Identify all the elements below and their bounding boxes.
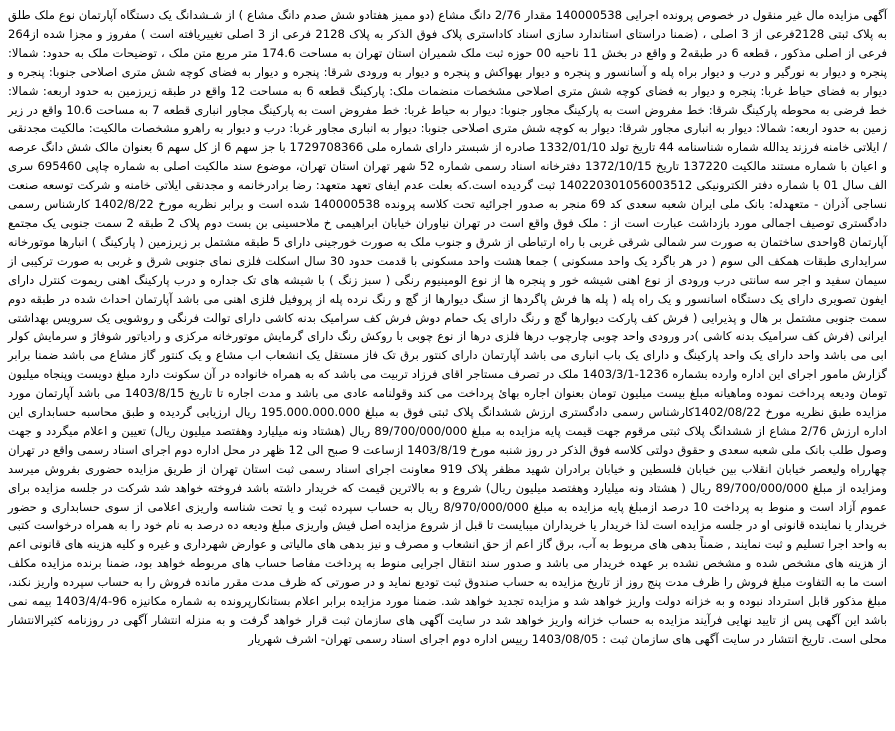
auction-notice-text: آگهی مزایده مال غیر منقول در خصوص پرونده اجرایی 140000538 مقدار 2/76 دانگ مشاع (دو ممیز هفتادو شش صدم دانگ مشاع ) از شـشدانگ یک دستگاه آپارتمان نوع ملک طلق به پلاک ثبتی 2128فرعی از 3 اصلی ، (ضمنا دراستای استاندارد سازی اسناد کاداستری پلاک فوق الذکر به پلاک 2128 فرعی از 3 اصلی تغییریافته است ) مفروز و مجزا شده از264 فرعی از اصلی مذکور ، قطعه 6 در طبقه2 و واقع در بخش 11 ناحیه 00 حوزه ثبت ملک شمیران استان تهران به مساحت 174.6 متر مربع متن ملک ، توضیحات ملک به حدود: شمالا: پنجره و دیوار به نورگیر و درب و دیوار براه پله و آسانسور و پنجره و دیوار بهواکش و پنجره و دیوار به ورودی شرقا: پنجره و دیوار به فضای کوچه شش متری اصلاحی جنوبا: پنجره و دیوار به فضای حیاط غربا: پنجره و دیوار به فضای کوچه شش متری اصلاحی مشخصات منضمات ملک: پارکینگ قطعه 6 به مساحت 12 واقع در طبقه زیرزمین به حدود اربعه: شمالا: خط فرضی به محوطه پارکینگ شرقا: خط مفروض است به پارکینگ مجاور جنوبا: دیوار به حیاط غربا: خط مفروض است به پارکینگ مجاور انباری قطعه 7 به مساحت 10.6 واقع در زیر زمین به حدود اربعه: شمالا: دیوار به انباری مجاور شرقا: دیوار به کوچه شش متری اصلاحی جنوبا: دیوار به انباری مجاور غربا: درب و دیوار به راهرو مشخصات مالکیت: مالکیت مجدنقی / ایلاتی خامنه فرزند یدالله شماره شناسنامه 44 تاریخ تولد 1332/01/10 صادره از شبستر دارای شماره ملی 1729708366 با جز سهم 6 از کل سهم 6 بعنوان مالک شش دانگ عرصه و اعیان با شماره مستند مالکیت 137220 تاریخ 1372/10/15 دفترخانه اسناد رسمی شماره 52 شهر تهران استان تهران، موضوع سند مالکیت اصلی به شماره چاپی 695460 سری الف سال 01 با شماره دفتر الکترونیکی 140220301056003512 ثبت گردیده است.که بعلت عدم ایفای تعهد متعهد: رضا برادرخانمه و مجدنقی ایلاتی خامنه و شرکت توسعه صنعت نساجی آذران - متعهدله: بانک ملی ایران شعبه سعدی کد 69 منجر به صدور اجرائیه تحت کلاسه پرونده 140000538 شده است و برابر نظریه مورخ 1402/8/22 کارشناس رسمی دادگستری توصیف اجمالی مورد بازداشت عبارت است از : ملک فوق واقع است در تهران نیاوران خیابان ابراهیمی خ ملاحسینی بن بست دوم پلاک 2 طبقه 2 سمت جنوبی یک مجتمع آپارتمان 8واحدی ساختمان به صورت سر شمالی شرقی غربی با راه ارتباطی از شرق و جنوب ملک به صورت خورجینی دارای 5 طبقه مشتمل بر زیرزمین ( پارکینگ ) انبارها موتورخانه سرایداری طبقات همکف الی سوم ( در هر باگرد یک واحد مسکونی ) جمعا هشت واحد مسکونی با قدمت حدود 30 سال اسکلت فلزی نمای جنوبی شرق و غربی به صورت ترکیبی از سیمان سفید و اجر سه سانتی درب ورودی از نوع اهنی شیشه خور و پنجره ها از نوع الومینیوم رنگی ( سبز زنگ ) با شیشه های تک جداره و درب پارکینگ اهنی ریموت کنترل دارای ایفون تصویری دارای یک دستگاه اسانسور و یک راه پله ( پله ها فرش پاگردها از سنگ دیوارها از گچ و رنگ نرده پله از پروفیل فلزی اهنی می باشد آپارتمان احداث شده در طبقه دوم سمت جنوبی مشتمل بر هال و پذیرایی ( فرش کف پارکت دیوارها گچ و رنگ دارای یک حمام دوش فرش کف سرامیک بدنه کاشی دارای توالت فرنگی و روشویی یک سرویس بهداشتی ایرانی (فرش کف سرامیک بدنه کاشی )در ورودی واحد چوبی چارچوب درها فلزی درها از نوع چوبی با روکش رنگ دارای گرمایش موتورخانه مرکزی و رادیاتور شوفاژ و سرمایش کولر ابی می باشد واحد دارای یک واحد پارکینگ و دارای یک باب انباری می باشد آپارتمان دارای کنتور برق تک فاز مستقل یک انشعاب اب مشاع و یک کنتور گاز مشاع می باشد ضمنا برابر گزارش مامور اجرای این اداره وارده بشماره 1236-1403/3/1 ملک در تصرف مستاجر اقای فرزاد تربیت می باشد که به همراه خانواده در آن سکونت دارد مبلغ دویست وپنجاه میلیون تومان ودیعه پرداخت نموده وماهیانه مبلغ بیست میلیون تومان بعنوان اجاره بهائ پرداخت می کند وقولنامه عادی می باشد و مدت اجاره تا تاریخ 1403/8/15 می باشد آپارتمان مورد مزایده طبق نظریه مورخ 1402/08/22کارشناس رسمی دادگستری ارزش ششدانگ پلاک ثبتی فوق به مبلغ 195.000.000.000 ریال ارزیابی گردیده و طبق محاسبه حسابداری این اداره ارزش 2/76 مشاع از ششدانگ پلاک ثبتی مرقوم جهت قیمت پایه مزایده به مبلغ 89/700/000/000 ریال (هشتاد ونه میلیارد وهفتصد میلیون ریال) تعیین و اعلام میگردد و جهت وصول طلب بانک ملی شعبه سعدی و حقوق دولتی کلاسه فوق الذکر در روز شنبه مورخ 1403/8/19 ازساعت 9 صبح الی 12 ظهر در محل اداره دوم اجرای اسناد رسمی واقع در تهران چهارراه ولیعصر خیابان انقلاب بین خیابان فلسطین و خیابان برادران شهید مظفر پلاک 919 معاونت اجرای اسناد رسمی ثبت استان تهران از طریق مزایده حضوری بفروش میرسد ومزایده از مبلغ 89/700/000/000 ریال ( هشتاد ونه میلیارد وهفتصد میلیون ریال) شروع و به بالاترین قیمت که خریدار داشته باشد فروخته خواهد شد شرکت در جلسه مزایده برای عموم آزاد است و منوط به پرداخت 10 درصد ازمبلغ پایه مزایده به مبلغ 8/970/000/000 ریال به حساب سپرده ثبت و یا تحت شناسه واریزی اعلامی از سوی حسابداری و حضور خریدار یا نماینده قانونی او در جلسه مزایده است لذا خریدار یا خریداران میبایست تا قبل از شروع مزایده اصل فیش واریزی مبلغ ودیعه ده درصد به نام خود را به همراه درخواست کتبی به واحد اجرا تسلیم و ثبت نمایند , ضمناً بدهی های مربوط به آب، برق گاز اعم از حق انشعاب و مصرف و نیز بدهی های مالیاتی و عوارض شهرداری و غیره و کلیه هزینه های قانونی اعم از هزینه های مشخص شده و مشخص نشده بر عهده خریدار می باشد و صدور سند انتقال اجرایی منوط به پرداخت مفاصا حساب های مربوطه خواهد بود، ضمنا برنده مزایده مکلف است ما به التفاوت مبلغ فروش را ظرف مدت پنج روز از تاریخ مزایده به حساب صندوق ثبت تودیع نماید و در صورتی که ظرف مدت مقرر مانده فروش را به حساب سپرده واریز نکند، مبلغ مذکور قابل استرداد نبوده و به خزانه دولت واریز خواهد شد و مزایده تجدید خواهد شد. ضمنا مورد مزایده برابر اعلام بستانکارپرونده به شماره مکانیزه 96-1403/4/4 بیمه نمی باشد این آگهی پس از تایید نهایی فرآیند مزایده به حساب خزانه واریز خواهد شد در سایت آگهی های سازمان ثبت قرار خواهد گرفت و به منزله انتشار آگهی در روزنامه کثیرالانتشار محلی است. تاریخ انتشار در سایت آگهی های سازمان ثبت : 1403/08/05 رییس اداره دوم اجرای اسناد رسمی تهران- اشرف شهریار <box>8 8 888 646</box>
